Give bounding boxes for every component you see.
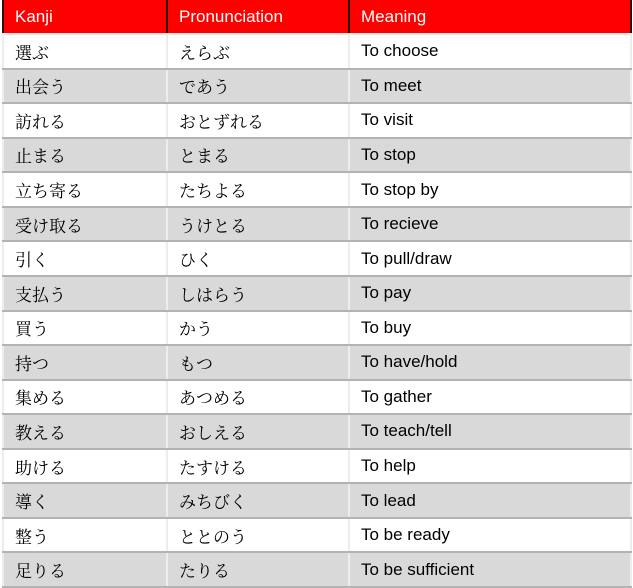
kanji-cell: 引く [3,241,167,276]
pronunciation-cell: たちよる [167,172,349,207]
table-row [3,207,631,242]
meaning-cell: To visit [349,103,631,138]
kanji-cell: 足りる [3,552,167,587]
header-row [3,0,631,34]
pronunciation-cell: かう [167,311,349,346]
table-row [3,241,631,276]
meaning-cell: To help [349,449,631,484]
pronunciation-cell: しはらう [167,276,349,311]
table-row [3,345,631,380]
table-row [3,172,631,207]
kanji-cell: 集める [3,380,167,415]
meaning-cell: To choose [349,34,631,69]
meaning-cell: To teach/tell [349,414,631,449]
table-row [3,518,631,553]
pronunciation-cell: おしえる [167,414,349,449]
pronunciation-cell: であう [167,69,349,104]
table-row [3,138,631,173]
table-row [3,311,631,346]
meaning-cell: To meet [349,69,631,104]
vocab-table [2,0,632,588]
pronunciation-cell: うけとる [167,207,349,242]
kanji-cell: 止まる [3,138,167,173]
kanji-cell: 導く [3,483,167,518]
kanji-cell: 支払う [3,276,167,311]
kanji-cell: 出会う [3,69,167,104]
pronunciation-cell: ととのう [167,518,349,553]
table-row [3,483,631,518]
pronunciation-cell: あつめる [167,380,349,415]
pronunciation-cell: たりる [167,552,349,587]
meaning-cell: To gather [349,380,631,415]
pronunciation-cell: ひく [167,241,349,276]
meaning-cell: To stop by [349,172,631,207]
meaning-cell: To lead [349,483,631,518]
meaning-cell: To be ready [349,518,631,553]
column-header-kanji: Kanji [3,0,167,34]
pronunciation-cell: たすける [167,449,349,484]
kanji-cell: 整う [3,518,167,553]
pronunciation-cell: おとずれる [167,103,349,138]
kanji-cell: 持つ [3,345,167,380]
pronunciation-cell: とまる [167,138,349,173]
kanji-cell: 教える [3,414,167,449]
table-row [3,69,631,104]
meaning-cell: To pull/draw [349,241,631,276]
pronunciation-cell: えらぶ [167,34,349,69]
vocab-table-body [3,34,631,587]
meaning-cell: To buy [349,311,631,346]
table-row [3,103,631,138]
table-row [3,380,631,415]
column-header-pronunciation: Pronunciation [167,0,349,34]
table-row [3,34,631,69]
column-header-meaning: Meaning [349,0,631,34]
meaning-cell: To have/hold [349,345,631,380]
pronunciation-cell: もつ [167,345,349,380]
kanji-cell: 助ける [3,449,167,484]
table-row [3,552,631,587]
kanji-cell: 選ぶ [3,34,167,69]
kanji-cell: 訪れる [3,103,167,138]
table-row [3,276,631,311]
meaning-cell: To pay [349,276,631,311]
meaning-cell: To stop [349,138,631,173]
meaning-cell: To recieve [349,207,631,242]
kanji-cell: 買う [3,311,167,346]
table-row [3,414,631,449]
table-row [3,449,631,484]
pronunciation-cell: みちびく [167,483,349,518]
kanji-cell: 受け取る [3,207,167,242]
meaning-cell: To be sufficient [349,552,631,587]
kanji-cell: 立ち寄る [3,172,167,207]
